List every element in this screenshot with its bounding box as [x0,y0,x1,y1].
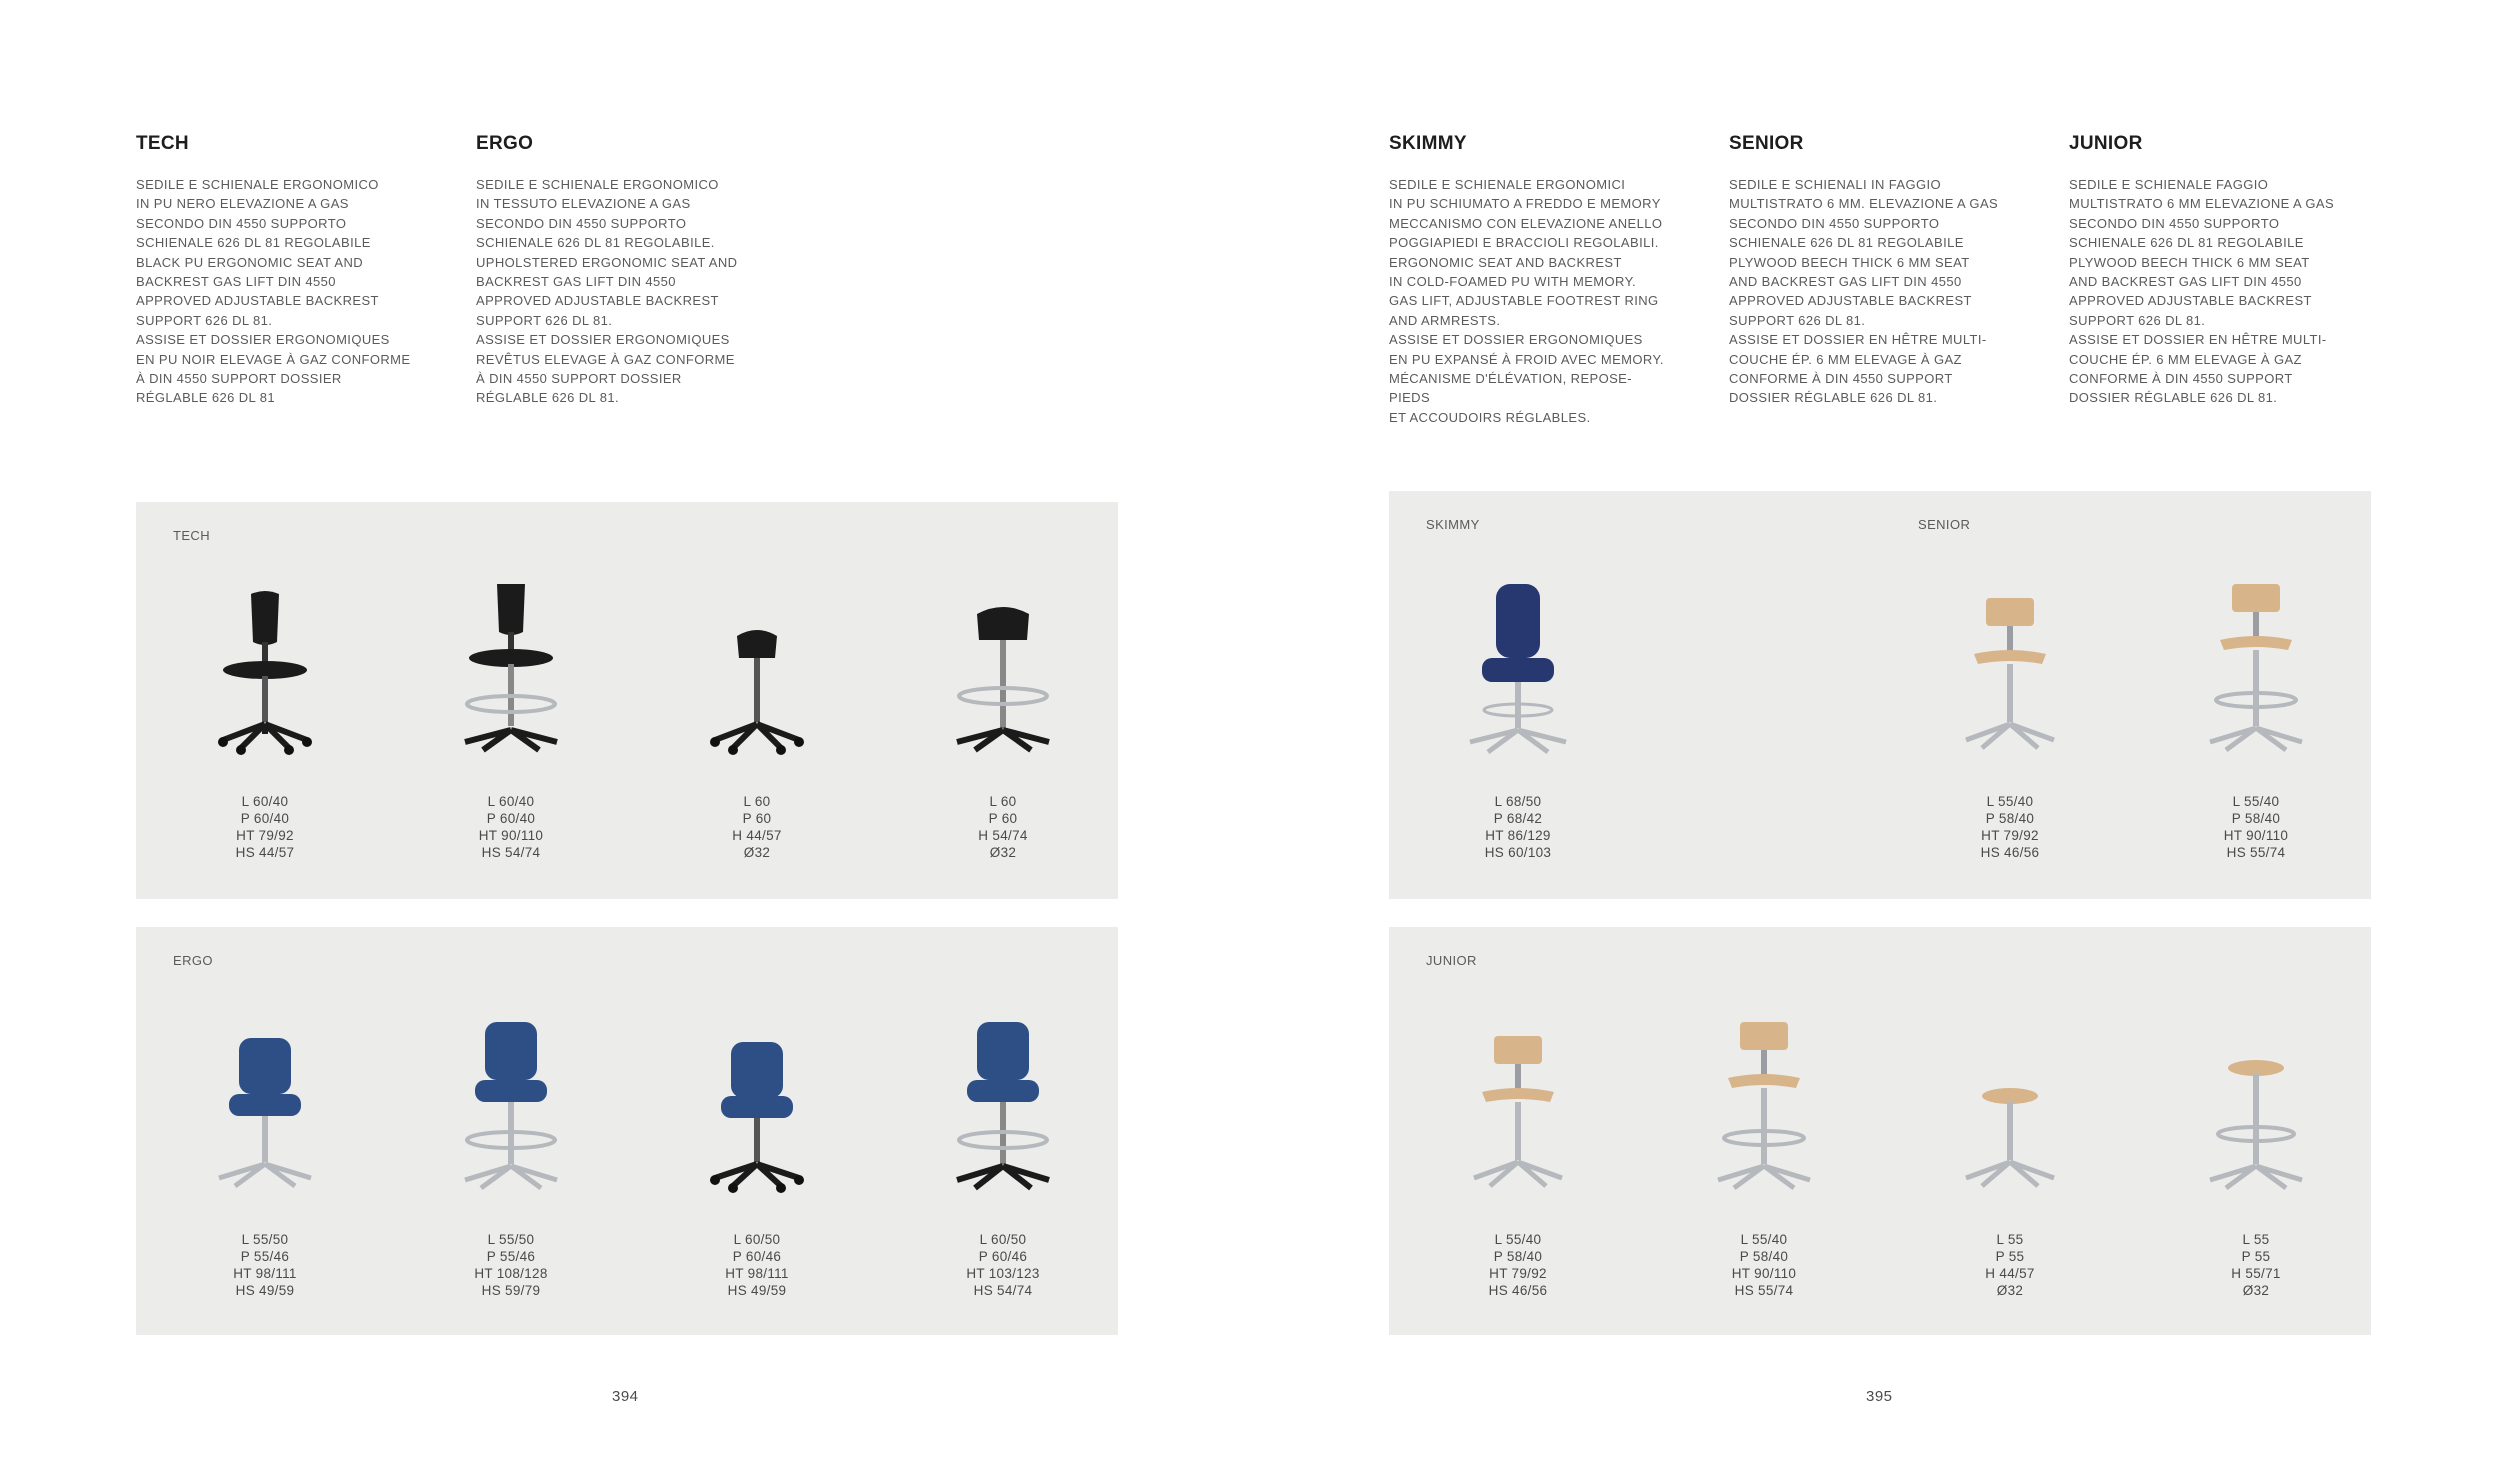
spec-line: P 60/40 [486,811,536,826]
section-description [1729,175,2004,408]
desc-line: SEDILE E SCHIENALE ERGONOMICO [476,177,719,192]
desc-line: RÉGLABLE 626 DL 81. [476,390,619,406]
wood-chair-image [1950,584,2070,759]
product-card [401,584,621,861]
panel-label: SKIMMY [1426,517,1480,532]
spec-line: HS 49/59 [727,1283,787,1298]
spec-line: Ø32 [1996,1283,2024,1298]
desc-line: ASSISE ET DOSSIER ERGONOMIQUES [136,332,390,348]
spec-line: L 60/50 [979,1232,1027,1247]
spec-line: P 58/40 [2231,811,2281,826]
blue-chair-black-base-image [697,1022,817,1197]
desc-line: EN PU EXPANSÉ À FROID AVEC MEMORY. [1389,351,1664,367]
desc-line: SCHIENALE 626 DL 81 REGOLABILE [1729,235,1964,251]
spec-line: L 68/50 [1494,794,1542,809]
desc-line: ERGONOMIC SEAT AND BACKREST [1389,254,1622,270]
product-panel-ergo [136,927,1118,1335]
desc-line: ASSISE ET DOSSIER ERGONOMIQUES [476,332,730,348]
spec-line: L 60/40 [241,794,289,809]
section-title: ERGO [476,133,534,154]
desc-line: POGGIAPIEDI E BRACCIOLI REGOLABILI. [1389,235,1659,251]
product-card [647,1022,867,1299]
spec-line: HT 86/129 [1485,828,1551,843]
desc-line: IN PU NERO ELEVAZIONE A GAS [136,196,349,212]
spec-line: HS 55/74 [2226,845,2286,860]
spec-line: P 60/40 [240,811,290,826]
desc-line: BACKREST GAS LIFT DIN 4550 [136,274,336,290]
spec-line: L 55 [1996,1232,2024,1247]
section-title: JUNIOR [2069,133,2143,154]
desc-line: IN COLD-FOAMED PU WITH MEMORY. [1389,274,1636,290]
desc-line: SECONDO DIN 4550 SUPPORTO [476,215,687,231]
product-specs [1900,793,2120,861]
desc-line: ASSISE ET DOSSIER EN HÊTRE MULTI- [2069,332,2327,348]
product-card [401,1022,621,1299]
product-panel-junior [1389,927,2371,1335]
desc-line: À DIN 4550 SUPPORT DOSSIER [476,371,682,387]
spec-line: P 58/40 [1739,1249,1789,1264]
spec-line: P 60/46 [978,1249,1028,1264]
product-specs [893,793,1113,861]
spec-line: P 58/40 [1493,1249,1543,1264]
product-card [1408,584,1628,861]
skimmy-chair-image [1458,584,1578,759]
spec-line: Ø32 [2242,1283,2270,1298]
spec-line: P 58/40 [1985,811,2035,826]
desc-line: AND BACKREST GAS LIFT DIN 4550 [2069,274,2302,290]
section-title: SKIMMY [1389,133,1467,154]
spec-line: HS 46/56 [1488,1283,1548,1298]
product-card [1900,1022,2120,1299]
desc-line: SCHIENALE 626 DL 81 REGOLABILE [136,235,371,251]
product-panel-skimmy-senior [1389,491,2371,899]
desc-line: À DIN 4550 SUPPORT DOSSIER [136,371,342,387]
page-number-left: 394 [612,1388,639,1405]
product-card [893,1022,1113,1299]
desc-line: CONFORME À DIN 4550 SUPPORT [2069,371,2293,387]
spec-line: L 55/40 [1986,794,2034,809]
desc-line: ET ACCOUDOIRS RÉGLABLES. [1389,409,1591,425]
spec-line: HS 44/57 [235,845,295,860]
desc-line: RÉGLABLE 626 DL 81 [136,390,275,406]
spec-line: HT 90/110 [1731,1266,1797,1281]
desc-line: SUPPORT 626 DL 81. [2069,312,2206,328]
spec-line: HS 55/74 [1734,1283,1794,1298]
spec-line: HT 90/110 [2223,828,2289,843]
desc-line: SEDILE E SCHIENALE ERGONOMICI [1389,177,1626,192]
desc-line: SCHIENALE 626 DL 81 REGOLABILE. [476,235,715,251]
spec-line: L 60 [989,794,1017,809]
section-tech [136,133,411,408]
spec-line: H 44/57 [732,828,782,843]
product-specs [1408,793,1628,861]
product-specs [2146,1231,2366,1299]
product-panel-tech [136,502,1118,899]
spec-line: Ø32 [989,845,1017,860]
spec-line: H 55/71 [2231,1266,2281,1281]
product-card [647,584,867,861]
panel-label: TECH [173,528,210,543]
product-specs [647,1231,867,1299]
desc-line: IN PU SCHIUMATO A FREDDO E MEMORY [1389,196,1661,212]
desc-line: ASSISE ET DOSSIER EN HÊTRE MULTI- [1729,332,1987,348]
blue-high-chair-image [451,1022,571,1197]
spec-line: L 55/50 [487,1232,535,1247]
product-card [1900,584,2120,861]
desc-line: MECCANISMO CON ELEVAZIONE ANELLO [1389,215,1663,231]
product-specs [647,793,867,861]
desc-line: CONFORME À DIN 4550 SUPPORT [1729,371,1953,387]
desc-line: COUCHE ÉP. 6 MM ELEVAGE À GAZ [2069,351,2302,367]
desc-line: APPROVED ADJUSTABLE BACKREST [2069,293,2312,309]
spec-line: Ø32 [743,845,771,860]
desc-line: AND ARMRESTS. [1389,312,1501,328]
desc-line: UPHOLSTERED ERGONOMIC SEAT AND [476,254,738,270]
desc-line: MÉCANISME D'ÉLÉVATION, REPOSE-PIEDS [1389,371,1632,406]
spec-line: HS 54/74 [973,1283,1033,1298]
product-specs [155,1231,375,1299]
wood-high-stool-image [2196,1022,2316,1197]
wood-stool-image [1950,1022,2070,1197]
desc-line: REVÊTUS ELEVAGE À GAZ CONFORME [476,351,735,367]
desc-line: SUPPORT 626 DL 81. [1729,312,1866,328]
section-description [1389,175,1664,427]
desc-line: DOSSIER RÉGLABLE 626 DL 81. [1729,390,1938,406]
product-card [1654,1022,1874,1299]
product-card [1408,1022,1628,1299]
section-senior [1729,133,2004,408]
panel-label: SENIOR [1918,517,1971,532]
spec-line: H 44/57 [1985,1266,2035,1281]
spec-line: P 60 [988,811,1018,826]
blue-chair-image [205,1022,325,1197]
desc-line: APPROVED ADJUSTABLE BACKREST [476,293,719,309]
spec-line: P 60/46 [732,1249,782,1264]
product-specs [893,1231,1113,1299]
spec-line: HS 46/56 [1980,845,2040,860]
section-skimmy [1389,133,1664,427]
desc-line: SECONDO DIN 4550 SUPPORTO [136,215,347,231]
spec-line: HS 49/59 [235,1283,295,1298]
spec-line: HT 79/92 [236,828,294,843]
desc-line: APPROVED ADJUSTABLE BACKREST [136,293,379,309]
section-title: SENIOR [1729,133,1804,154]
spec-line: HT 108/128 [474,1266,548,1281]
desc-line: SUPPORT 626 DL 81. [476,312,613,328]
product-card [2146,1022,2366,1299]
product-card [155,1022,375,1299]
spec-line: P 55 [1995,1249,2025,1264]
black-chair-image [205,584,325,759]
product-specs [1900,1231,2120,1299]
desc-line: IN TESSUTO ELEVAZIONE A GAS [476,196,691,212]
product-specs [2146,793,2366,861]
spec-line: P 55/46 [240,1249,290,1264]
spec-line: HS 59/79 [481,1283,541,1298]
spec-line: P 55/46 [486,1249,536,1264]
desc-line: PLYWOOD BEECH THICK 6 MM SEAT [2069,254,2310,270]
product-specs [155,793,375,861]
product-card [2146,584,2366,861]
spec-line: P 68/42 [1493,811,1543,826]
spec-line: HT 79/92 [1981,828,2039,843]
spec-line: L 55 [2242,1232,2270,1247]
spec-line: HT 103/123 [966,1266,1040,1281]
spec-line: HT 90/110 [478,828,544,843]
desc-line: EN PU NOIR ELEVAGE À GAZ CONFORME [136,351,411,367]
desc-line: PLYWOOD BEECH THICK 6 MM SEAT [1729,254,1970,270]
product-specs [1408,1231,1628,1299]
spec-line: HS 60/103 [1484,845,1552,860]
desc-line: SEDILE E SCHIENALI IN FAGGIO [1729,177,1942,192]
wood-high-chair-image [2196,584,2316,759]
section-description [476,175,751,408]
desc-line: MULTISTRATO 6 MM. ELEVAZIONE A GAS [1729,196,1999,212]
desc-line: SEDILE E SCHIENALE ERGONOMICO [136,177,379,192]
spec-line: L 55/40 [1494,1232,1542,1247]
product-card [893,584,1113,861]
product-card [155,584,375,861]
desc-line: BACKREST GAS LIFT DIN 4550 [476,274,676,290]
product-specs [401,1231,621,1299]
desc-line: DOSSIER RÉGLABLE 626 DL 81. [2069,390,2278,406]
spec-line: L 60/40 [487,794,535,809]
product-specs [401,793,621,861]
spec-line: L 60 [743,794,771,809]
spec-line: L 60/50 [733,1232,781,1247]
desc-line: APPROVED ADJUSTABLE BACKREST [1729,293,1972,309]
page-number-right: 395 [1866,1388,1893,1405]
desc-line: AND BACKREST GAS LIFT DIN 4550 [1729,274,1962,290]
black-high-stool-image [943,584,1063,759]
product-specs [1654,1231,1874,1299]
panel-label: JUNIOR [1426,953,1477,968]
spec-line: L 55/50 [241,1232,289,1247]
panel-label: ERGO [173,953,213,968]
desc-line: COUCHE ÉP. 6 MM ELEVAGE À GAZ [1729,351,1962,367]
spec-line: P 55 [2241,1249,2271,1264]
blue-high-chair-black-base-image [943,1022,1063,1197]
desc-line: ASSISE ET DOSSIER ERGONOMIQUES [1389,332,1643,348]
black-high-chair-image [451,584,571,759]
spec-line: HS 54/74 [481,845,541,860]
spec-line: L 55/40 [2232,794,2280,809]
section-junior [2069,133,2344,408]
desc-line: SECONDO DIN 4550 SUPPORTO [2069,215,2280,231]
spec-line: L 55/40 [1740,1232,1788,1247]
desc-line: MULTISTRATO 6 MM ELEVAZIONE A GAS [2069,196,2335,212]
black-stool-image [697,584,817,759]
desc-line: SECONDO DIN 4550 SUPPORTO [1729,215,1940,231]
desc-line: SEDILE E SCHIENALE FAGGIO [2069,177,2269,192]
spec-line: HT 98/111 [233,1266,297,1281]
section-title: TECH [136,133,189,154]
section-description [2069,175,2344,408]
spec-line: HT 79/92 [1489,1266,1547,1281]
spec-line: P 60 [742,811,772,826]
desc-line: SUPPORT 626 DL 81. [136,312,273,328]
wood-high-chair-image [1704,1022,1824,1197]
desc-line: BLACK PU ERGONOMIC SEAT AND [136,254,364,270]
wood-chair-image [1458,1022,1578,1197]
spec-line: HT 98/111 [725,1266,789,1281]
section-ergo [476,133,751,408]
desc-line: GAS LIFT, ADJUSTABLE FOOTREST RING [1389,293,1659,309]
desc-line: SCHIENALE 626 DL 81 REGOLABILE [2069,235,2304,251]
spec-line: H 54/74 [978,828,1028,843]
section-description [136,175,411,408]
